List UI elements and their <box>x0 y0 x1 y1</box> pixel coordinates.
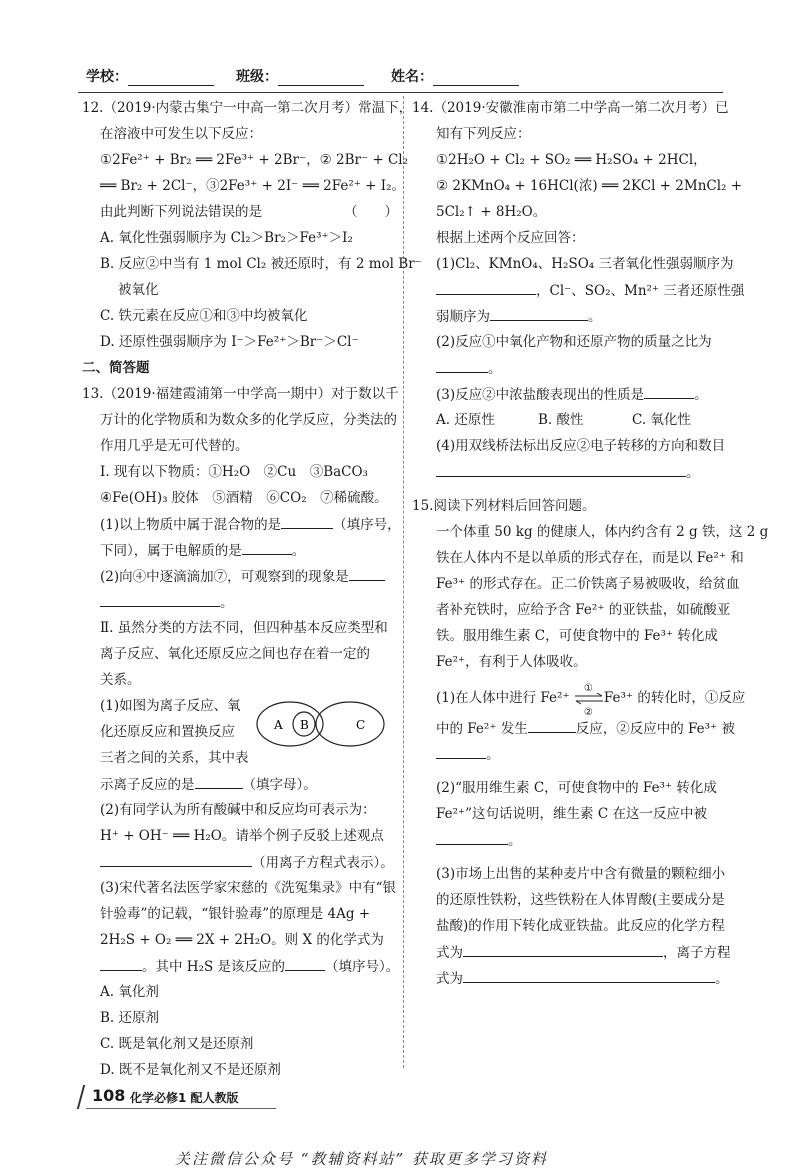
footer-divider <box>86 1108 276 1109</box>
q13-venn-text: 三者之间的关系，其中表 <box>100 750 249 766</box>
answer-blank[interactable] <box>100 956 142 971</box>
watermark-text: 关注微信公众号 “教辅资料站” 获取更多学习资料 <box>175 1150 548 1168</box>
q12-option-a: A. 氧化性强弱顺序为 Cl₂＞Br₂＞Fe³⁺＞I₂ <box>100 230 353 246</box>
answer-blank[interactable] <box>436 462 686 477</box>
answer-blank[interactable] <box>242 540 292 555</box>
answer-blank[interactable] <box>281 514 333 529</box>
q14-sub1: (1)Cl₂、KMnO₄、H₂SO₄ 三者氧化性强弱顺序为 <box>436 256 734 272</box>
q13-option-b: B. 还原剂 <box>100 1010 160 1026</box>
q14-sub1-text: 。 <box>588 309 602 325</box>
venn-diagram <box>252 696 392 752</box>
q13-sub2 <box>100 566 385 587</box>
q13-part2: 关系。 <box>100 672 141 688</box>
q14-sub1-text: ，Cl⁻、SO₂、Mn²⁺ 三者还原性强 <box>536 283 745 299</box>
q13-sub1-cont <box>100 540 305 561</box>
q15-sub2-text: 。 <box>508 833 522 849</box>
q14-sub2-text: 。 <box>488 361 502 377</box>
class-label: 班级： <box>236 69 278 85</box>
q15-sub1 <box>436 682 746 718</box>
q13-t3: 2H₂S + O₂ ══ 2X + 2H₂O。则 X 的化学式为 <box>100 932 384 948</box>
answer-blank[interactable] <box>436 280 536 295</box>
q15-sub2: Fe²⁺”这句话说明，维生素 C 在这一反应中被 <box>436 806 707 822</box>
school-field <box>86 66 214 86</box>
q15-material: 铁在人体内不是以单质的形式存在，而是以 Fe²⁺ 和 <box>436 550 744 566</box>
q13-part2: 离子反应、氧化还原反应之间也存在着一定的 <box>100 646 370 662</box>
q13-sub2-cont <box>100 592 234 613</box>
q12-reaction: ══ Br₂ + 2Cl⁻，③2Fe³⁺ + 2I⁻ ══ 2Fe²⁺ + I₂。 <box>100 178 405 194</box>
name-label: 姓名： <box>391 69 433 85</box>
q15-sub3 <box>436 968 729 989</box>
q14-line: 知有下列反应： <box>436 126 531 142</box>
q14-sub3-text: 。 <box>694 387 708 403</box>
answer-blank[interactable] <box>100 852 252 867</box>
answer-blank[interactable] <box>644 384 694 399</box>
book-title: 化学必修1 配人教版 <box>130 1091 239 1105</box>
q15-sub3: 的还原性铁粉，这些铁粉在人体胃酸(主要成分是 <box>436 892 725 908</box>
q14-option-a: A. 还原性 <box>436 412 495 428</box>
q13-venn-text: (1)如图为离子反应、氧 <box>100 698 241 714</box>
q14-reaction: ①2H₂O + Cl₂ + SO₂ ══ H₂SO₄ + 2HCl， <box>436 152 707 168</box>
q12-option-b-cont: 被氧化 <box>118 282 159 298</box>
q13-line: 作用几乎是无可代替的。 <box>100 438 249 454</box>
q15-sub3: 盐酸)的作用下转化成亚铁盐。此反应的化学方程 <box>436 918 725 934</box>
class-blank <box>278 71 364 86</box>
page-corner-mark <box>77 1085 89 1109</box>
q15-sub1-text: 。 <box>486 747 500 763</box>
q13-venn-text: 示离子反应的是 <box>100 777 195 793</box>
answer-paren: （ ） <box>344 204 398 220</box>
q14-option-c: C. 氧化性 <box>632 412 691 428</box>
q14-sub1 <box>436 280 744 301</box>
q13-option-a: A. 氧化剂 <box>100 984 159 1000</box>
venn-label-a: A <box>274 718 283 732</box>
q14-sub4 <box>436 462 700 483</box>
q15-material: 者补充铁时，应给予含 Fe²⁺ 的亚铁盐，如硫酸亚 <box>436 602 731 618</box>
q13-t2-text: （用离子方程式表示）。 <box>252 855 394 871</box>
q12-head: 12.（2019·内蒙古集宁一中高一第二次月考）常温下， <box>82 100 413 116</box>
q15-sub3: (3)市场上出售的某种麦片中含有微量的颗粒细小 <box>436 866 726 882</box>
q13-t3: (3)宋代著名法医学家宋慈的《洗冤集录》中有“银 <box>100 880 397 896</box>
q15-material: 铁。服用维生素 C，可使食物中的 Fe³⁺ 转化成 <box>436 628 718 644</box>
page-number: 108 <box>92 1086 126 1105</box>
reversible-arrow <box>574 682 604 718</box>
q15-sub1 <box>436 718 735 739</box>
q13-sub1-text: （填序号， <box>333 517 401 533</box>
q14-head: 14.（2019·安徽淮南市第二中学高一第二次月考）已 <box>412 100 729 116</box>
q14-line: 根据上述两个反应回答： <box>436 230 585 246</box>
answer-blank[interactable] <box>195 774 243 789</box>
venn-label-b: B <box>300 718 309 732</box>
name-blank <box>433 71 519 86</box>
q14-sub3 <box>436 384 708 405</box>
student-info-header <box>86 66 556 88</box>
q15-sub1 <box>436 744 500 765</box>
q12-prompt: 由此判断下列说法错误的是 <box>100 204 262 220</box>
answer-blank[interactable] <box>436 358 488 373</box>
q15-material: Fe²⁺，有利于人体吸收。 <box>436 654 587 670</box>
q13-sub2-text: (2)向④中逐滴滴加⑦，可观察到的现象是 <box>100 569 349 585</box>
school-label: 学校： <box>86 69 128 85</box>
q15-sub1-text: 反应，②反应中的 Fe³⁺ 被 <box>575 721 735 737</box>
q13-option-c: C. 既是氧化剂又是还原剂 <box>100 1036 254 1052</box>
q15-sub3-text: 式为 <box>436 971 463 987</box>
venn-circle-c <box>316 702 384 746</box>
q12-reaction: ①2Fe²⁺ + Br₂ ══ 2Fe³⁺ + 2Br⁻，② 2Br⁻ + Cl₂ <box>100 152 409 168</box>
q14-sub4: (4)用双线桥法标出反应②电子转移的方向和数目 <box>436 438 726 454</box>
q15-sub1-text: Fe³⁺ 的转化时，①反应 <box>603 690 746 706</box>
venn-label-c: C <box>356 718 366 732</box>
q15-head: 15.阅读下列材料后回答问题。 <box>412 498 596 514</box>
answer-blank[interactable] <box>349 566 385 581</box>
q13-part2: Ⅱ. 虽然分类的方法不同，但四种基本反应类型和 <box>100 620 388 636</box>
q15-sub2: (2)“服用维生素 C，可使食物中的 Fe³⁺ 转化成 <box>436 780 717 796</box>
q13-venn-text: 化还原反应和置换反应 <box>100 724 235 740</box>
q14-sub2: (2)反应①中氧化产物和还原产物的质量之比为 <box>436 334 712 350</box>
q13-option-d: D. 既不是氧化剂又不是还原剂 <box>100 1062 281 1078</box>
q13-t3-text: 。其中 H₂S 是该反应的 <box>142 959 286 975</box>
q15-sub3-text: ，离子方程 <box>663 945 731 961</box>
q12-line: 在溶液中可发生以下反应： <box>100 126 262 142</box>
q13-part1-materials: ④Fe(OH)₃ 胶体 ⑤酒精 ⑥CO₂ ⑦稀硫酸。 <box>100 490 388 506</box>
q13-t2: (2)有同学认为所有酸碱中和反应均可表示为： <box>100 802 376 818</box>
name-field <box>391 66 519 86</box>
q14-sub1 <box>436 306 602 327</box>
q13-sub1 <box>100 514 401 535</box>
q13-venn-text <box>100 774 317 795</box>
venn-circle-a <box>257 702 323 746</box>
answer-blank[interactable] <box>285 956 325 971</box>
q14-sub3-text: (3)反应②中浓盐酸表现出的性质是 <box>436 387 645 403</box>
q15-sub1-text: (1)在人体中进行 Fe²⁺ <box>436 690 570 706</box>
q13-t3-text: （填序号）。 <box>325 959 400 975</box>
q13-line: 万计的化学物质和为数众多的化学反应，分类法的 <box>100 412 397 428</box>
q15-material: 一个体重 50 kg 的健康人，体内约含有 2 g 铁，这 2 g <box>436 524 769 540</box>
header-divider <box>78 92 723 93</box>
arrow-label-top: ① <box>583 682 593 694</box>
school-blank <box>128 71 214 86</box>
q13-t3: 针验毒”的记载，“银针验毒”的原理是 4Ag + <box>100 906 371 922</box>
q14-sub1-text: 弱顺序为 <box>436 309 490 325</box>
q13-t2 <box>100 852 394 873</box>
q14-reaction: 5Cl₂↑ + 8H₂O。 <box>436 204 547 220</box>
q13-sub2-text: 。 <box>220 595 234 611</box>
q15-sub2 <box>436 830 522 851</box>
q14-sub4-text: 。 <box>686 465 700 481</box>
answer-blank[interactable] <box>528 718 576 733</box>
section-heading: 二、简答题 <box>82 360 150 376</box>
answer-blank[interactable] <box>463 942 663 957</box>
q13-part1-materials: Ⅰ. 现有以下物质：①H₂O ②Cu ③BaCO₃ <box>100 464 368 480</box>
answer-blank[interactable] <box>436 830 508 845</box>
q13-venn-text: （填字母）。 <box>242 777 317 793</box>
q13-t2: H⁺ + OH⁻ ══ H₂O。请举个例子反驳上述观点 <box>100 828 384 844</box>
column-divider <box>403 96 404 1068</box>
q14-sub2 <box>436 358 502 379</box>
class-field <box>236 66 364 86</box>
q13-sub1-text: 。 <box>291 543 306 559</box>
answer-blank[interactable] <box>436 744 486 759</box>
arrow-label-bottom: ② <box>583 706 593 718</box>
answer-blank[interactable] <box>100 592 220 607</box>
q15-sub3 <box>436 942 731 963</box>
q15-sub3-text: 式为 <box>436 945 463 961</box>
q15-material: Fe³⁺ 的形式存在。正二价铁离子易被吸收，给贫血 <box>436 576 740 592</box>
q13-head: 13.（2019·福建霞浦第一中学高一期中）对于数以千 <box>82 386 399 402</box>
q13-sub1-text: 下同），属于电解质的是 <box>100 543 242 559</box>
q13-t3 <box>100 956 399 977</box>
q12-option-d: D. 还原性强弱顺序为 I⁻＞Fe²⁺＞Br⁻＞Cl⁻ <box>100 334 359 350</box>
q14-reaction: ② 2KMnO₄ + 16HCl(浓) ══ 2KCl + 2MnCl₂ + <box>436 178 743 194</box>
answer-blank[interactable] <box>490 306 588 321</box>
q13-sub1-text: (1)以上物质中属于混合物的是 <box>100 517 282 533</box>
q12-option-b: B. 反应②中当有 1 mol Cl₂ 被还原时，有 2 mol Br⁻ <box>100 256 422 272</box>
answer-blank[interactable] <box>463 968 715 983</box>
q14-option-b: B. 酸性 <box>538 412 584 428</box>
q15-sub3-text: 。 <box>715 971 729 987</box>
q15-sub1-text: 中的 Fe²⁺ 发生 <box>436 721 528 737</box>
q12-option-c: C. 铁元素在反应①和③中均被氧化 <box>100 308 308 324</box>
